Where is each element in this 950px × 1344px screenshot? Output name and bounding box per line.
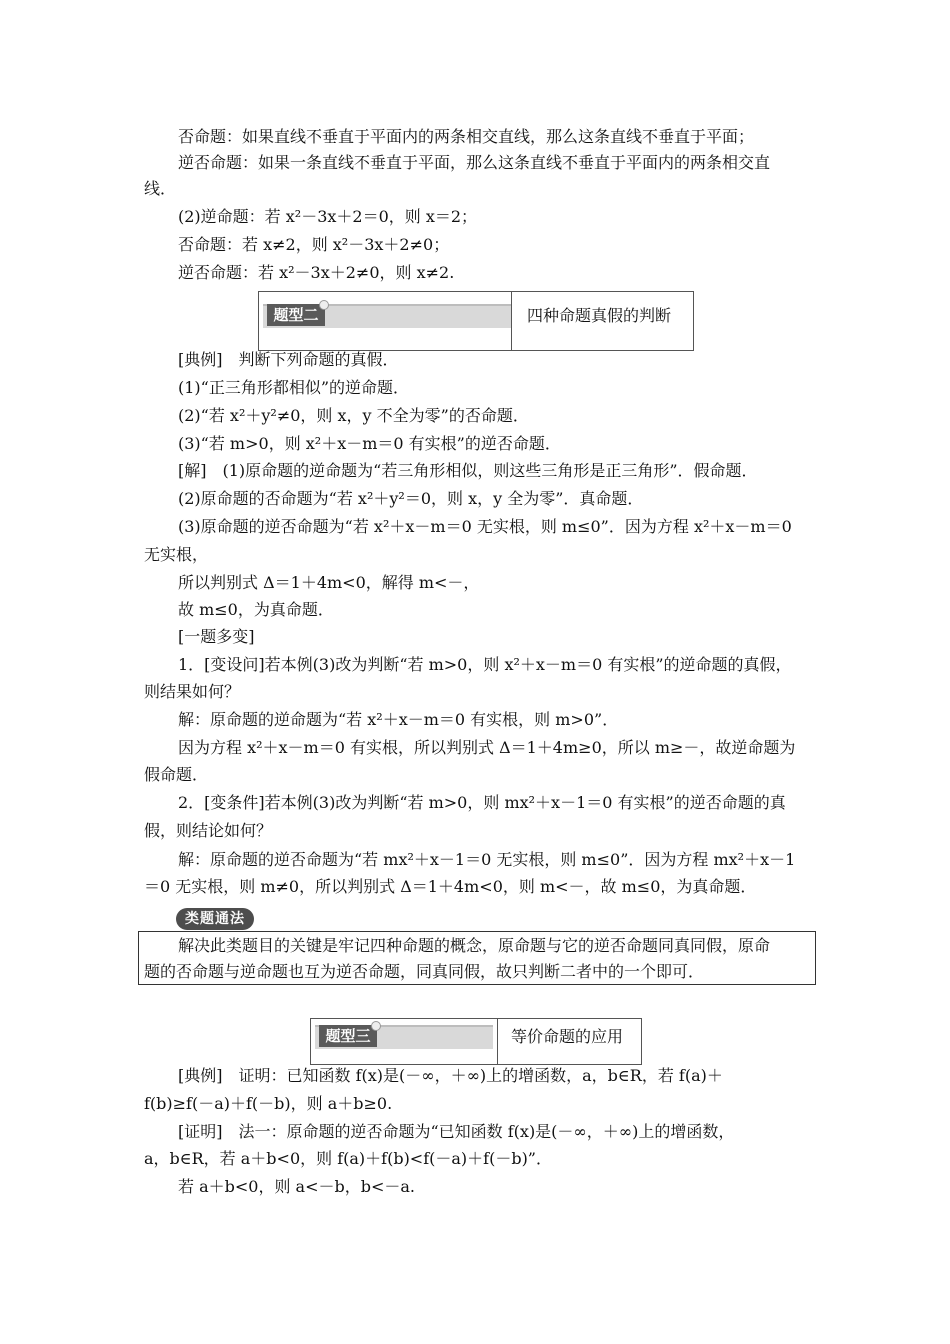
text-line: f(b)≥f(－a)＋f(－b)，则 a＋b≥0.	[144, 1094, 393, 1113]
text-line: 2．[变条件]若本例(3)改为判断“若 m>0，则 mx²＋x－1＝0 有实根”的逆否命题的真	[178, 793, 786, 812]
text-line: 则结果如何？	[144, 682, 241, 701]
summary-line: 题的否命题与逆命题也互为逆否命题，同真同假，故只判断二者中的一个即可．	[144, 962, 705, 981]
heading-title: 等价命题的应用	[511, 1027, 624, 1046]
heading-title: 四种命题真假的判断	[527, 306, 672, 325]
summary-tag: 类题通法	[176, 908, 254, 930]
text-line: 逆否命题：若 x²－3x＋2≠0，则 x≠2.	[178, 263, 455, 282]
text-line: (3)“若 m>0，则 x²＋x－m＝0 有实根”的逆否命题．	[178, 434, 561, 453]
text-line: [典例] 判断下列命题的真假．	[178, 350, 399, 369]
summary-box	[138, 931, 816, 985]
heading-tag: 题型二	[267, 304, 325, 326]
text-line: (2)“若 x²＋y²≠0，则 x，y 不全为零”的否命题．	[178, 406, 529, 425]
heading-divider	[497, 1019, 498, 1064]
text-line: 假，则结论如何？	[144, 821, 273, 840]
text-line: (3)原命题的逆否命题为“若 x²＋x－m＝0 无实根，则 m≤0”．因为方程 x²＋x－m＝0	[178, 517, 792, 536]
text-line: (2)逆命题：若 x²－3x＋2＝0，则 x＝2；	[178, 207, 478, 226]
text-line: 假命题．	[144, 765, 209, 784]
text-line: [一题多变]	[178, 627, 255, 646]
text-line: [证明] 法一：原命题的逆否命题为“已知函数 f(x)是(－∞，＋∞)上的增函数，	[178, 1122, 735, 1141]
text-line: 所以判别式 Δ＝1＋4m<0，解得 m<－，	[178, 573, 480, 592]
text-line: 否命题：如果直线不垂直于平面内的两条相交直线，那么这条直线不垂直于平面；	[178, 127, 755, 146]
text-line: 解：原命题的逆命题为“若 x²＋x－m＝0 有实根，则 m>0”．	[178, 710, 619, 729]
text-line: 解：原命题的逆否命题为“若 mx²＋x－1＝0 无实根，则 m≤0”．因为方程 mx²＋x－1	[178, 850, 796, 869]
summary-line: 解决此类题目的关键是牢记四种命题的概念，原命题与它的逆否命题同真同假，原命	[178, 936, 771, 955]
section-heading-type2	[258, 291, 694, 351]
text-line: (2)原命题的否命题为“若 x²＋y²＝0，则 x，y 全为零”．真命题．	[178, 489, 644, 508]
heading-tag: 题型三	[319, 1025, 377, 1047]
section-heading-type3	[310, 1018, 642, 1065]
text-line: (1)“正三角形都相似”的逆命题．	[178, 378, 410, 397]
text-line: a，b∈R，若 a＋b<0，则 f(a)＋f(b)<f(－a)＋f(－b)”．	[144, 1149, 552, 1168]
text-line: 1．[变设问]若本例(3)改为判断“若 m>0，则 x²＋x－m＝0 有实根”的逆命题的真假，	[178, 655, 792, 674]
text-line: 因为方程 x²＋x－m＝0 有实根，所以判别式 Δ＝1＋4m≥0，所以 m≥－，故逆命题为	[178, 738, 796, 757]
text-line: [解] (1)原命题的逆命题为“若三角形相似，则这些三角形是正三角形”．假命题．	[178, 461, 758, 480]
text-line: 逆否命题：如果一条直线不垂直于平面，那么这条直线不垂直于平面内的两条相交直	[178, 153, 771, 172]
text-line: 无实根，	[144, 545, 209, 564]
text-line: 线．	[144, 179, 177, 198]
text-line: ＝0 无实根，则 m≠0，所以判别式 Δ＝1＋4m<0，则 m<－，故 m≤0，为真命题．	[144, 877, 757, 896]
text-line: [典例] 证明：已知函数 f(x)是(－∞，＋∞)上的增函数，a，b∈R，若 f(a)＋	[178, 1066, 723, 1085]
text-line: 否命题：若 x≠2，则 x²－3x＋2≠0；	[178, 235, 450, 254]
text-line: 故 m≤0，为真命题．	[178, 600, 334, 619]
heading-divider	[511, 292, 512, 350]
text-line: 若 a＋b<0，则 a<－b，b<－a.	[178, 1177, 416, 1196]
